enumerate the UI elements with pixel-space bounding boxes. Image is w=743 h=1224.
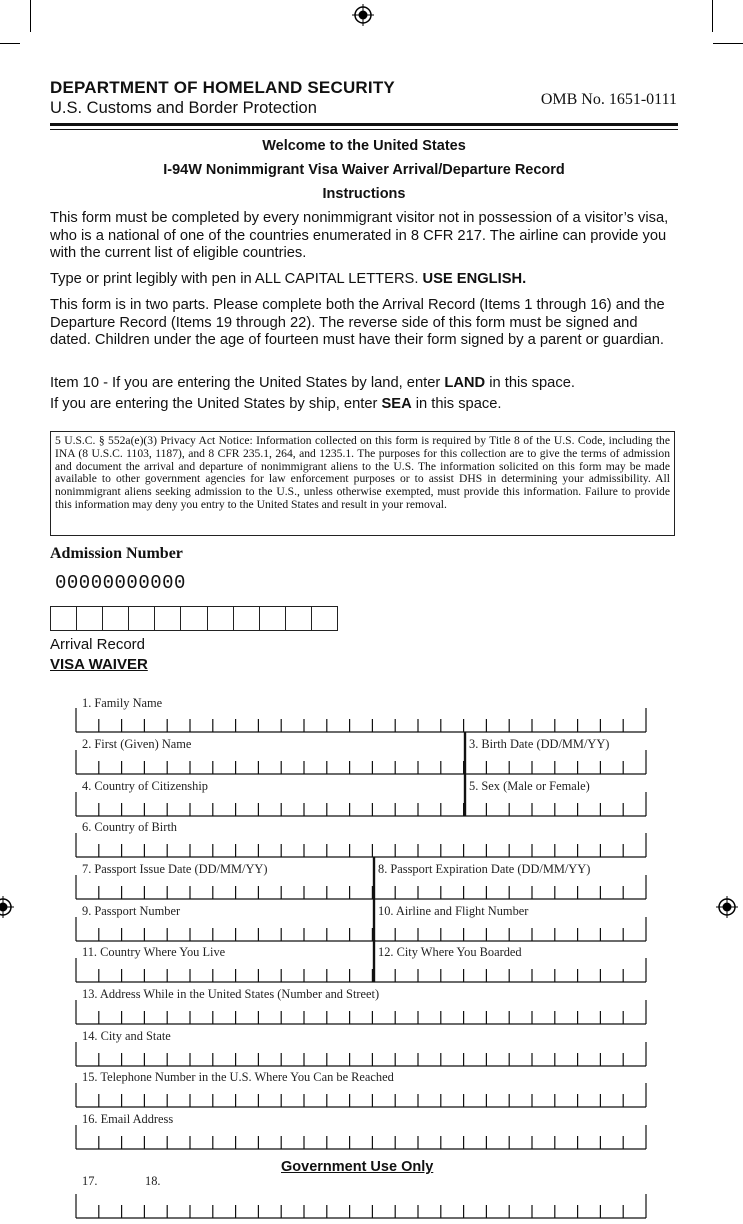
instructions-paragraph-3: This form is in two parts. Please complete both the Arrival Record (Items 1 through 16) and the Departure Record (Items 19 through 22). The reverse side of this form must be signed and dated. Children under the age of fourteen must have their form signed by a parent or guardian. [50,297,665,348]
instructions-paragraph-1: This form must be completed by every nonimmigrant visitor not in possession of a visitor’s visa, who is a national of one of the countries enumerated in 8 CFR 217. The airline can provide you with the current list of eligible countries. [50,210,669,261]
field-label-sex: 5. Sex (Male or Female) [469,779,590,793]
field-label-email: 16. Email Address [82,1112,174,1126]
visa-waiver-label: VISA WAIVER [50,656,148,673]
admission-number-value: 00000000000 [55,572,186,594]
omb-number: OMB No. 1651-0111 [540,91,677,108]
instructions-item10-land: Item 10 - If you are entering the United States by land, enter LAND in this space. [50,375,575,391]
field-label-country-where-live: 11. Country Where You Live [82,945,226,959]
instructions-heading: Instructions [322,186,406,202]
form-title: I-94W Nonimmigrant Visa Waiver Arrival/Departure Record [163,162,565,178]
use-english-emphasis: USE ENGLISH. [422,271,527,287]
field-label-airline-flight: 10. Airline and Flight Number [378,904,529,918]
instructions-item10-sea: If you are entering the United States by ship, enter SEA in this space. [50,396,502,412]
department-name: DEPARTMENT OF HOMELAND SECURITY [50,78,395,97]
field-label-passport-issue-date: 7. Passport Issue Date (DD/MM/YY) [82,862,268,876]
government-use-only-heading: Government Use Only [281,1159,434,1175]
instructions-paragraph-2: Type or print legibly with pen in ALL CAPITAL LETTERS. USE ENGLISH. [50,271,527,287]
admission-number-title: Admission Number [50,545,183,562]
field-label-us-address: 13. Address While in the United States (Number and Street) [82,987,380,1001]
field-label-country-of-birth: 6. Country of Birth [82,820,177,834]
field-label-city-state: 14. City and State [82,1029,171,1043]
field-label-passport-expiration-date: 8. Passport Expiration Date (DD/MM/YY) [378,862,591,876]
field-label-us-telephone: 15. Telephone Number in the U.S. Where You Can be Reached [82,1070,394,1084]
field-label-birth-date: 3. Birth Date (DD/MM/YY) [469,737,610,751]
field-label-17: 17. [82,1174,98,1188]
arrival-record-label: Arrival Record [50,636,146,653]
field-label-passport-number: 9. Passport Number [82,904,181,918]
agency-name: U.S. Customs and Border Protection [50,99,317,117]
privacy-act-notice: 5 U.S.C. § 552a(e)(3) Privacy Act Notice: Information collected on this form is required by Title 8 of the U.S. Code, including the INA (8 U.S.C. 1103, 1187), and 8 CFR 235.1, 264, and 1235.1. The purposes for this collection are to give the terms of admission and document the arrival and departure of nonimmigrant aliens to the U.S. The information solicited on this form may be made available to other government agencies for law enforcement purposes or to assist DHS in determining your admissibility. All nonimmigrant aliens seeking admission to the U.S., unless otherwise exempted, must provide this information. Failure to provide this information may deny you entry to the United States and result in your removal. [50,431,675,536]
field-label-citizenship: 4. Country of Citizenship [82,779,208,793]
field-label-family-name: 1. Family Name [82,696,163,710]
field-label-city-boarded: 12. City Where You Boarded [378,945,522,959]
welcome-heading: Welcome to the United States [262,138,466,154]
field-label-18: 18. [145,1174,161,1188]
field-label-first-name: 2. First (Given) Name [82,737,192,751]
